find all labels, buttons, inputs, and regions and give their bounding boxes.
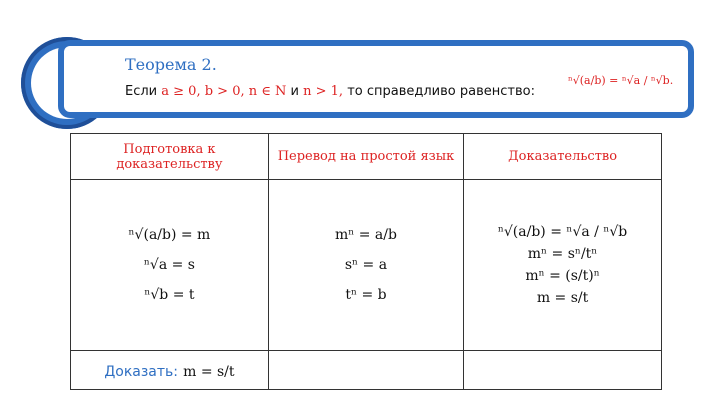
prep-formula-2: ⁿ√a = s	[143, 257, 195, 273]
theorem-formula: ⁿ√(a/b) = ⁿ√a / ⁿ√b.	[568, 74, 674, 87]
theorem-statement: Если a ≥ 0, b > 0, n ∈ N и n > 1, то справедливо равенство:	[125, 84, 535, 99]
column-header-proof: Доказательство	[464, 134, 662, 180]
column-header-preparation: Подготовка к доказательству	[71, 134, 269, 180]
prove-formula: m = s/t	[183, 363, 235, 380]
translation-cell	[268, 180, 463, 351]
footer-empty-cell-1	[268, 351, 463, 390]
proof-formula-1: ⁿ√(a/b) = ⁿ√a / ⁿ√b	[497, 224, 628, 240]
translation-formula-3: tⁿ = b	[345, 287, 387, 303]
translation-formula-2: sⁿ = a	[344, 257, 388, 273]
translation-formula-1: mⁿ = a/b	[334, 227, 397, 243]
footer-cell	[71, 351, 269, 390]
footer-empty-cell-2	[464, 351, 662, 390]
prep-formula-3: ⁿ√b = t	[144, 287, 195, 303]
preparation-cell	[71, 180, 269, 351]
theorem-title: Теорема 2.	[125, 55, 217, 74]
proof-formula-4: m = s/t	[536, 290, 589, 306]
prove-label: Доказать:	[104, 363, 178, 380]
column-header-translation: Перевод на простой язык	[268, 134, 463, 180]
prep-formula-1: ⁿ√(a/b) = m	[128, 227, 211, 243]
proof-formula-3: mⁿ = (s/t)ⁿ	[525, 268, 600, 284]
proof-formula-2: mⁿ = sⁿ/tⁿ	[527, 246, 598, 262]
proof-cell	[464, 180, 662, 351]
proof-table	[70, 133, 662, 390]
